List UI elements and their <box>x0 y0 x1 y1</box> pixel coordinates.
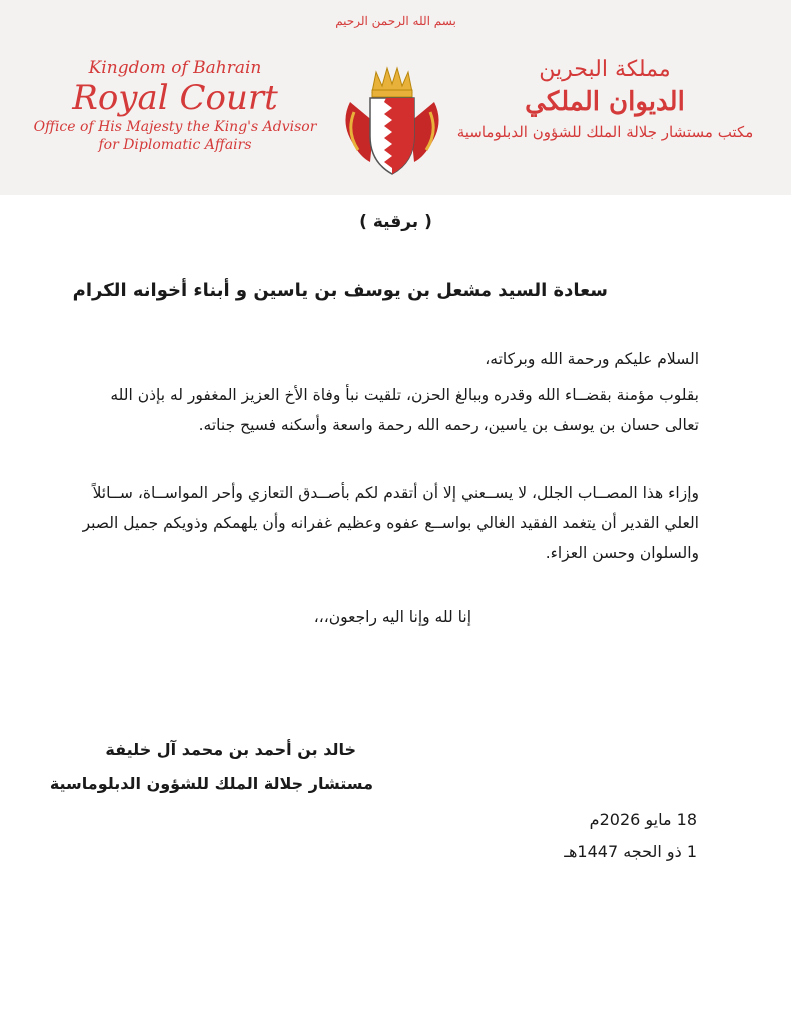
en-kingdom: Kingdom of Bahrain <box>88 58 262 78</box>
letterhead <box>0 0 791 195</box>
paragraph-prayer: وإزاء هذا المصــاب الجلل، لا يســعني إلا أن أتقدم لكم بأصــدق التعازي وأحر المواســاة، ســائلاً العلي القدير أن يتغمد الفقيد الغالي بواســع عفوه وعظيم غفرانه وأن يلهمكم وذويكم جميل الصبر والسلوان وحسن العزاء. <box>82 484 699 562</box>
bahrain-coat-of-arms-icon <box>340 62 444 182</box>
greeting: السلام عليكم ورحمة الله وبركاته، <box>485 350 699 368</box>
en-office: Office of His Majesty the King's Advisor <box>33 119 317 135</box>
en-royal-court: Royal Court <box>72 78 278 118</box>
paragraph-condolence: بقلوب مؤمنة بقضــاء الله وقدره وببالغ الحزن، تلقيت نبأ وفاة الأخ العزيز المغفور له بإذن الله تعالى حسان بن يوسف بن ياسين، رحمه الله رحمة واسعة وأسكنه فسيح جناته. <box>110 386 699 434</box>
signatory-title: مستشار جلالة الملك للشؤون الدبلوماسية <box>49 774 373 793</box>
closing-line: إنا لله وإنا اليه راجعون،،، <box>313 608 471 626</box>
signatory-name: خالد بن أحمد بن محمد آل خليفة <box>105 740 356 759</box>
en-diplomatic: for Diplomatic Affairs <box>98 137 252 153</box>
gregorian-date: 18 مايو 2026م <box>589 810 697 829</box>
hijri-date: 1 ذو الحجه 1447هـ <box>564 842 697 861</box>
arabic-heading <box>450 56 760 144</box>
document-type-label: ( برقية ) <box>359 212 432 232</box>
basmala: بسم الله الرحمن الرحيم <box>335 14 456 28</box>
english-heading <box>30 58 320 154</box>
ar-kingdom: مملكة البحرين <box>539 57 671 82</box>
ar-office: مكتب مستشار جلالة الملك للشؤون الدبلوماسية <box>456 123 754 141</box>
ar-royal-court: الديوان الملكي <box>525 87 685 117</box>
addressee: سعادة السيد مشعل بن يوسف بن ياسين و أبناء أخوانه الكرام <box>72 280 608 301</box>
